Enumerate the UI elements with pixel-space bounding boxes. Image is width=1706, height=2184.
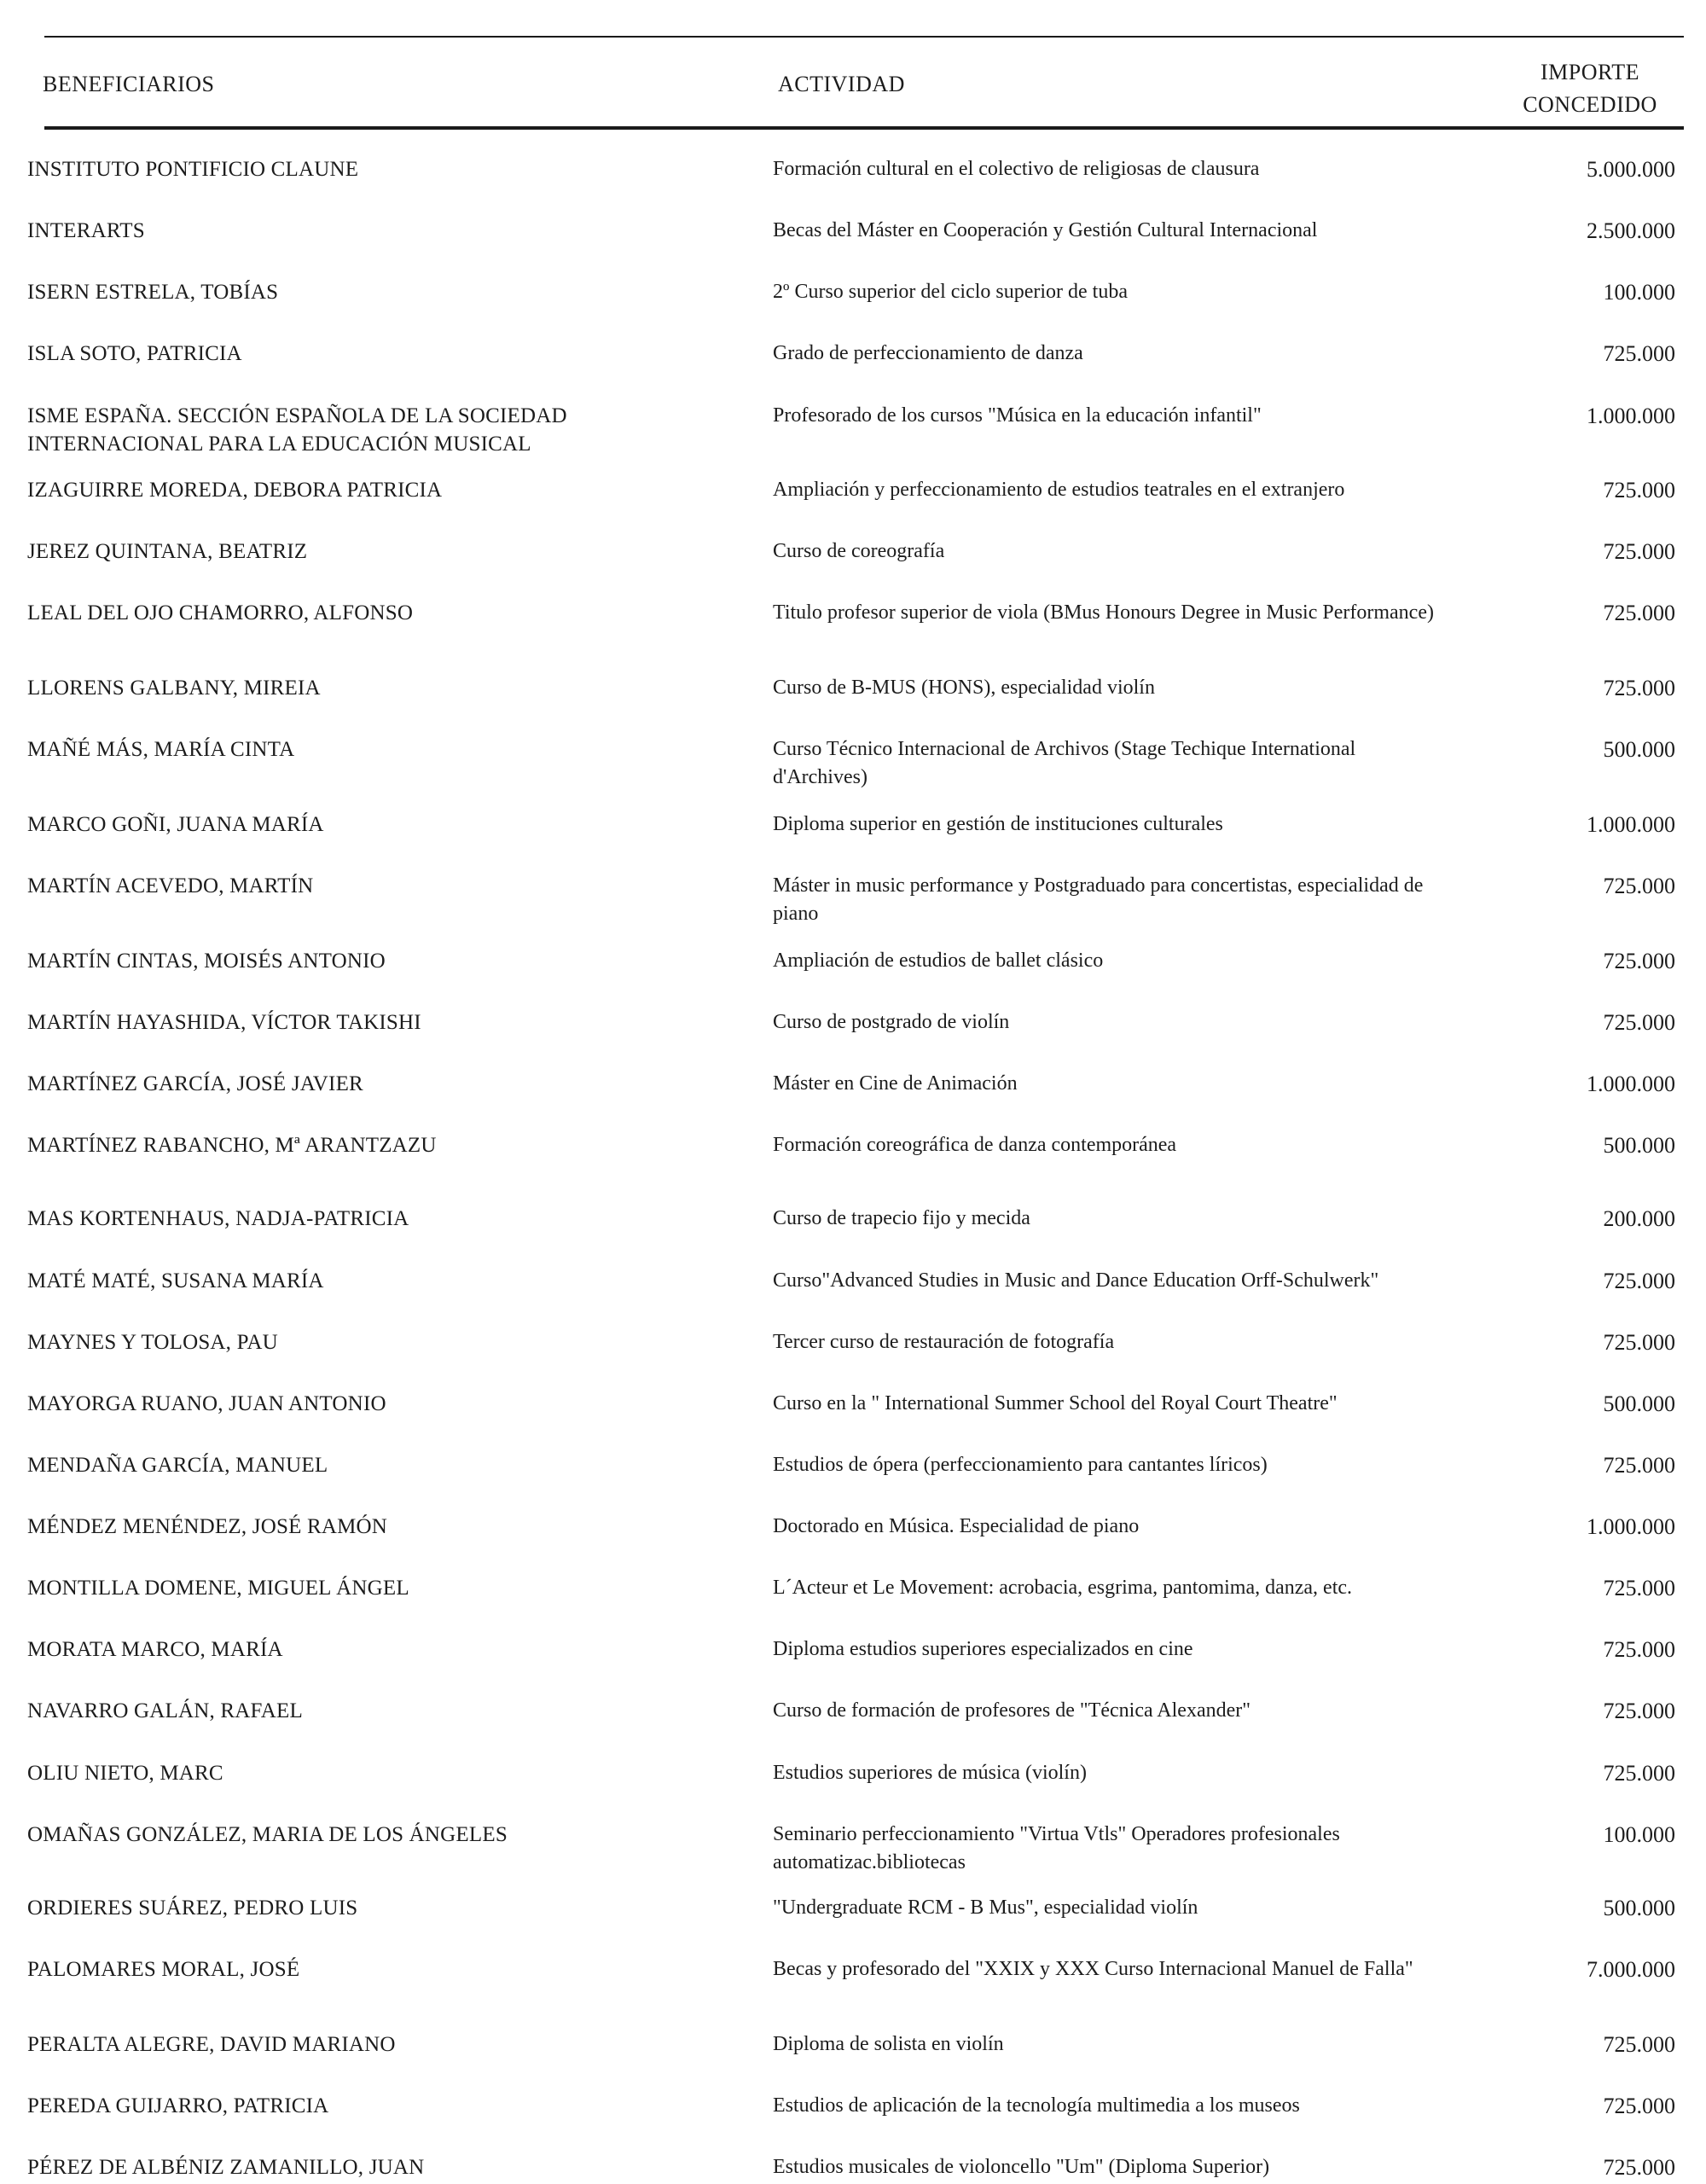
beneficiario-cell: OMAÑAS GONZÁLEZ, MARIA DE LOS ÁNGELES xyxy=(27,1823,508,1846)
actividad-cell: Estudios de aplicación de la tecnología multimedia a los museos xyxy=(773,2094,1300,2117)
actividad-cell: Doctorado en Música. Especialidad de piano xyxy=(773,1515,1140,1537)
actividad-cell: Curso de B-MUS (HONS), especialidad violín xyxy=(773,677,1155,699)
beneficiario-cell: LEAL DEL OJO CHAMORRO, ALFONSO xyxy=(27,601,414,624)
importe-cell: 725.000 xyxy=(1603,1010,1675,1035)
header-actividad: ACTIVIDAD xyxy=(778,72,905,96)
importe-cell: 725.000 xyxy=(1603,539,1675,564)
actividad-cell: Profesorado de los cursos "Música en la educación infantil" xyxy=(773,404,1262,427)
actividad-cell: Grado de perfeccionamiento de danza xyxy=(773,342,1083,364)
beneficiario-cell: MARTÍN ACEVEDO, MARTÍN xyxy=(27,874,314,897)
actividad-cell: Diploma superior en gestión de instituciones culturales xyxy=(773,813,1223,835)
beneficiario-cell: MARTÍN CINTAS, MOISÉS ANTONIO xyxy=(27,950,386,973)
importe-cell: 500.000 xyxy=(1603,1896,1675,1920)
importe-cell: 725.000 xyxy=(1603,1330,1675,1355)
importe-cell: 1.000.000 xyxy=(1587,812,1675,837)
beneficiario-cell: ISME ESPAÑA. SECCIÓN ESPAÑOLA DE LA SOCIEDAD INTERNACIONAL PARA LA EDUCACIÓN MUSICAL xyxy=(27,404,567,456)
beneficiario-cell: PALOMARES MORAL, JOSÉ xyxy=(27,1958,300,1981)
importe-cell: 725.000 xyxy=(1603,478,1675,502)
importe-cell: 725.000 xyxy=(1603,1269,1675,1293)
beneficiario-cell: MAYORGA RUANO, JUAN ANTONIO xyxy=(27,1392,386,1415)
importe-cell: 7.000.000 xyxy=(1587,1957,1675,1982)
beneficiario-cell: MÉNDEZ MENÉNDEZ, JOSÉ RAMÓN xyxy=(27,1515,388,1538)
actividad-cell: Tercer curso de restauración de fotografía xyxy=(773,1331,1115,1353)
actividad-cell: Curso de trapecio fijo y mecida xyxy=(773,1207,1030,1229)
actividad-cell: Estudios musicales de violoncello "Um" (Diploma Superior) xyxy=(773,2156,1270,2178)
actividad-cell: Estudios superiores de música (violín) xyxy=(773,1762,1087,1784)
actividad-cell: 2º Curso superior del ciclo superior de tuba xyxy=(773,281,1129,303)
actividad-cell: Máster en Cine de Animación xyxy=(773,1072,1018,1095)
beneficiario-cell: ISERN ESTRELA, TOBÍAS xyxy=(27,281,279,304)
importe-cell: 725.000 xyxy=(1603,1761,1675,1786)
importe-cell: 500.000 xyxy=(1603,737,1675,762)
importe-cell: 725.000 xyxy=(1603,676,1675,700)
beneficiario-cell: ORDIERES SUÁREZ, PEDRO LUIS xyxy=(27,1896,358,1920)
actividad-cell: Curso de postgrado de violín xyxy=(773,1011,1010,1033)
importe-cell: 725.000 xyxy=(1603,1576,1675,1600)
beneficiario-cell: IZAGUIRRE MOREDA, DEBORA PATRICIA xyxy=(27,479,443,502)
beneficiario-cell: PEREDA GUIJARRO, PATRICIA xyxy=(27,2094,329,2117)
importe-cell: 725.000 xyxy=(1603,2155,1675,2180)
importe-cell: 725.000 xyxy=(1603,949,1675,973)
actividad-cell: Diploma de solista en violín xyxy=(773,2033,1004,2055)
actividad-cell: Becas y profesorado del "XXIX y XXX Curso Internacional Manuel de Falla" xyxy=(773,1958,1413,1980)
importe-cell: 2.500.000 xyxy=(1587,218,1675,243)
beneficiario-cell: INTERARTS xyxy=(27,219,145,242)
actividad-cell: Estudios de ópera (perfeccionamiento para cantantes líricos) xyxy=(773,1454,1268,1476)
beneficiario-cell: MORATA MARCO, MARÍA xyxy=(27,1638,283,1661)
importe-cell: 200.000 xyxy=(1603,1206,1675,1231)
importe-cell: 1.000.000 xyxy=(1587,1514,1675,1539)
actividad-cell: Curso"Advanced Studies in Music and Dance Education Orff-Schulwerk" xyxy=(773,1269,1379,1292)
actividad-cell: Curso de formación de profesores de "Técnica Alexander" xyxy=(773,1699,1251,1722)
importe-cell: 500.000 xyxy=(1603,1133,1675,1158)
actividad-cell: Diploma estudios superiores especializados en cine xyxy=(773,1638,1193,1660)
importe-cell: 725.000 xyxy=(1603,1453,1675,1478)
beneficiario-cell: MARTÍNEZ RABANCHO, Mª ARANTZAZU xyxy=(27,1134,437,1157)
importe-cell: 725.000 xyxy=(1603,601,1675,625)
importe-cell: 725.000 xyxy=(1603,2094,1675,2118)
beneficiario-cell: MATÉ MATÉ, SUSANA MARÍA xyxy=(27,1269,324,1292)
importe-cell: 1.000.000 xyxy=(1587,404,1675,428)
beneficiario-cell: MENDAÑA GARCÍA, MANUEL xyxy=(27,1454,328,1477)
importe-cell: 1.000.000 xyxy=(1587,1072,1675,1096)
beneficiario-cell: JEREZ QUINTANA, BEATRIZ xyxy=(27,540,308,563)
beneficiario-cell: ISLA SOTO, PATRICIA xyxy=(27,342,242,365)
header-importe-line1: IMPORTE xyxy=(1540,60,1640,84)
actividad-cell: Curso en la " International Summer School del Royal Court Theatre" xyxy=(773,1392,1338,1414)
importe-cell: 500.000 xyxy=(1603,1391,1675,1416)
header-importe xyxy=(1505,56,1675,121)
importe-cell: 725.000 xyxy=(1603,1637,1675,1662)
beneficiario-cell: LLORENS GALBANY, MIREIA xyxy=(27,677,321,700)
importe-cell: 100.000 xyxy=(1603,1822,1675,1847)
actividad-cell: Curso de coreografía xyxy=(773,540,945,562)
importe-cell: 100.000 xyxy=(1603,280,1675,305)
actividad-cell: Seminario perfeccionamiento "Virtua Vtls" Operadores profesionales automatizac.bibliotecas xyxy=(773,1823,1340,1873)
actividad-cell: L´Acteur et Le Movement: acrobacia, esgrima, pantomima, danza, etc. xyxy=(773,1577,1353,1599)
importe-cell: 5.000.000 xyxy=(1587,157,1675,182)
actividad-cell: Becas del Máster en Cooperación y Gestión Cultural Internacional xyxy=(773,219,1318,241)
actividad-cell: Formación cultural en el colectivo de religiosas de clausura xyxy=(773,158,1260,180)
beneficiario-cell: MAYNES Y TOLOSA, PAU xyxy=(27,1331,278,1354)
actividad-cell: Ampliación de estudios de ballet clásico xyxy=(773,950,1104,972)
actividad-cell: Titulo profesor superior de viola (BMus Honours Degree in Music Performance) xyxy=(773,601,1434,624)
header-importe-line2: CONCEDIDO xyxy=(1523,92,1657,117)
beneficiario-cell: MONTILLA DOMENE, MIGUEL ÁNGEL xyxy=(27,1577,409,1600)
table-header-rule xyxy=(44,126,1684,130)
importe-cell: 725.000 xyxy=(1603,1699,1675,1723)
beneficiario-cell: PERALTA ALEGRE, DAVID MARIANO xyxy=(27,2033,396,2056)
beneficiario-cell: MARTÍN HAYASHIDA, VÍCTOR TAKISHI xyxy=(27,1011,421,1034)
actividad-cell: Ampliación y perfeccionamiento de estudios teatrales en el extranjero xyxy=(773,479,1345,501)
beneficiario-cell: NAVARRO GALÁN, RAFAEL xyxy=(27,1699,303,1722)
beneficiario-cell: MARTÍNEZ GARCÍA, JOSÉ JAVIER xyxy=(27,1072,363,1095)
beneficiario-cell: OLIU NIETO, MARC xyxy=(27,1762,223,1785)
actividad-cell: Curso Técnico Internacional de Archivos (Stage Techique International d'Archives) xyxy=(773,738,1356,788)
importe-cell: 725.000 xyxy=(1603,874,1675,898)
actividad-cell: "Undergraduate RCM - B Mus", especialidad violín xyxy=(773,1896,1198,1919)
importe-cell: 725.000 xyxy=(1603,341,1675,366)
actividad-cell: Máster in music performance y Postgraduado para concertistas, especialidad de piano xyxy=(773,874,1424,925)
actividad-cell: Formación coreográfica de danza contemporánea xyxy=(773,1134,1177,1156)
beneficiario-cell: INSTITUTO PONTIFICIO CLAUNE xyxy=(27,158,359,181)
beneficiario-cell: MAÑÉ MÁS, MARÍA CINTA xyxy=(27,738,295,761)
table-top-rule xyxy=(44,36,1684,38)
beneficiario-cell: MAS KORTENHAUS, NADJA-PATRICIA xyxy=(27,1207,409,1230)
header-beneficiarios: BENEFICIARIOS xyxy=(43,72,215,96)
importe-cell: 725.000 xyxy=(1603,2032,1675,2057)
beneficiario-cell: MARCO GOÑI, JUANA MARÍA xyxy=(27,813,324,836)
beneficiario-cell: PÉREZ DE ALBÉNIZ ZAMANILLO, JUAN xyxy=(27,2156,425,2179)
